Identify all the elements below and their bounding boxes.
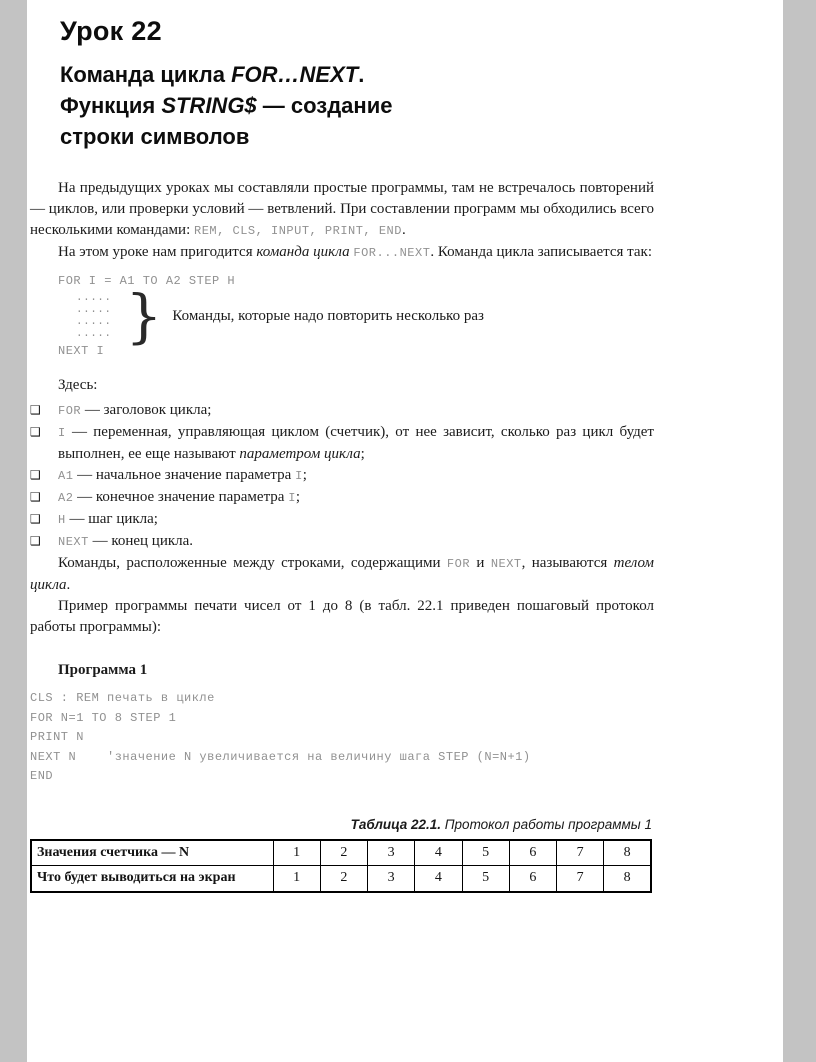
table-cell: 5 [462,866,509,892]
list-item-text [58,509,654,531]
listing-line: NEXT N 'значение N увеличивается на величину шага STEP (N=N+1) [30,749,531,764]
italic-run: команда цикла [256,244,354,260]
table-row [31,866,651,892]
text-run: ; [360,446,365,462]
table-cell: 1 [273,866,320,892]
inline-code: A1 [58,469,74,483]
text-run: , называются [521,555,614,571]
listing-line: PRINT N [30,730,84,744]
text-run: — конец цикла. [88,533,194,549]
table-cell: 4 [415,866,462,892]
inline-code: NEXT [58,535,89,549]
text-run: ; [295,489,301,505]
text-run: . [358,62,365,87]
dots-line: ..... [76,292,112,304]
table-cell: 1 [273,840,320,866]
dots-line: ..... [76,316,112,328]
checkbox-bullet-icon: ❑ [30,490,41,504]
table-cell: 7 [557,840,604,866]
list-item [30,400,654,422]
loop-body-dots [76,292,112,340]
text-run: ; [302,467,307,483]
italic-run: телом цикла [30,555,654,593]
listing-line: FOR N=1 TO 8 STEP 1 [30,710,177,725]
list-item-text [58,422,654,465]
lesson-title-line-2 [60,90,654,121]
loop-syntax-figure [58,273,654,359]
inline-code: REM, CLS, INPUT, PRINT, END [194,224,402,238]
inline-code: NEXT [490,557,522,571]
checkbox-bullet-icon: ❑ [30,425,41,439]
text-run: и [470,555,491,571]
text-run: На этом уроке нам пригодится [58,244,257,260]
code-line-for: FOR I = A1 TO A2 STEP H [58,274,236,288]
list-item [30,509,654,531]
page-content [30,0,654,893]
table-cell: 5 [462,840,509,866]
list-item [30,487,654,509]
list-item [30,422,654,465]
table-cell: 7 [557,866,604,892]
program-listing [30,689,654,787]
italic-run: FOR…NEXT [231,62,359,87]
lesson-header [60,0,654,152]
paragraph-for-next [30,242,654,264]
lesson-title-line-3: строки символов [60,124,250,149]
text-run: . [66,577,71,593]
paragraph-example: Пример программы печати чисел от 1 до 8 (в табл. 22.1 приведен пошаговый протокол работы программы): [30,598,654,635]
text-run: Команды, расположенные между строками, содержащими [58,555,447,571]
row-label-screen: Что будет выводиться на экран [31,866,273,892]
definitions-list [30,400,654,553]
page-gutter-right [783,0,816,1062]
lesson-number: Урок 22 [60,16,162,46]
text-run: Функция [60,93,162,118]
loop-body-row [76,282,654,350]
text-run: — заголовок цикла; [81,402,212,418]
text-run: — конечное значение параметра [73,489,289,505]
table-cell: 2 [320,866,367,892]
italic-run: параметром цикла [239,446,361,462]
inline-code: FOR...NEXT [353,246,431,260]
table-cell: 3 [368,840,415,866]
text-run: Команда цикла [60,62,232,87]
curly-brace-icon: } [125,282,163,350]
inline-code: I [288,491,296,505]
program-heading: Программа 1 [58,662,148,678]
inline-code: H [58,513,66,527]
page-gutter-left [0,0,27,1062]
paragraph-intro [30,178,654,242]
checkbox-bullet-icon: ❑ [30,468,41,482]
protocol-table [30,839,652,893]
list-item-text [58,531,654,553]
table-caption [30,817,652,832]
lesson-title-line-1 [60,59,654,90]
list-item [30,531,654,553]
list-item-text [58,400,654,422]
table-cell: 3 [368,866,415,892]
inline-code: I [58,426,66,440]
text-run: — шаг цикла; [65,511,158,527]
text-run: . [401,222,406,238]
table-cell: 2 [320,840,367,866]
text-run: . Команда цикла записывается так: [430,244,653,260]
here-label: Здесь: [58,377,98,393]
table-cell: 8 [604,866,651,892]
table-cell: 6 [509,866,556,892]
list-item-text [58,487,654,509]
checkbox-bullet-icon: ❑ [30,403,41,417]
table-caption-number: Таблица 22.1. [350,816,442,832]
text-run: — создание [256,93,393,118]
table-cell: 6 [509,840,556,866]
checkbox-bullet-icon: ❑ [30,512,41,526]
list-item [30,465,654,487]
listing-line: CLS : REM печать в цикле [30,691,215,705]
code-line-next: NEXT I [58,344,105,358]
italic-run: STRING$ [161,93,257,118]
checkbox-bullet-icon: ❑ [30,534,41,548]
inline-code: A2 [58,491,74,505]
paragraph-loop-body [30,553,654,596]
table-caption-text: Протокол работы программы 1 [441,816,652,832]
table-cell: 8 [604,840,651,866]
table-cell: 4 [415,840,462,866]
dots-line: ..... [76,328,112,340]
loop-body-label: Команды, которые надо повторить несколько раз [172,307,484,324]
table-row [31,840,651,866]
spacer [30,152,654,178]
list-item-text [58,465,654,487]
inline-code: I [295,469,303,483]
listing-line: END [30,769,54,783]
row-label-counter: Значения счетчика — N [31,840,273,866]
text-run: — переменная, управляющая циклом (счетчик), от нее зависит, сколько раз цикл будет выполнен, ее еще называют [58,424,654,462]
text-run: На предыдущих уроках мы составляли простые программы, там не встречалось повторений — циклов, или проверки условий — ветвлений. При составлении программ мы обходились всего несколькими командами: [30,180,654,238]
dots-line: ..... [76,304,112,316]
text-run: — начальное значение параметра [73,467,296,483]
inline-code: FOR [58,404,82,418]
inline-code: FOR [446,557,471,571]
